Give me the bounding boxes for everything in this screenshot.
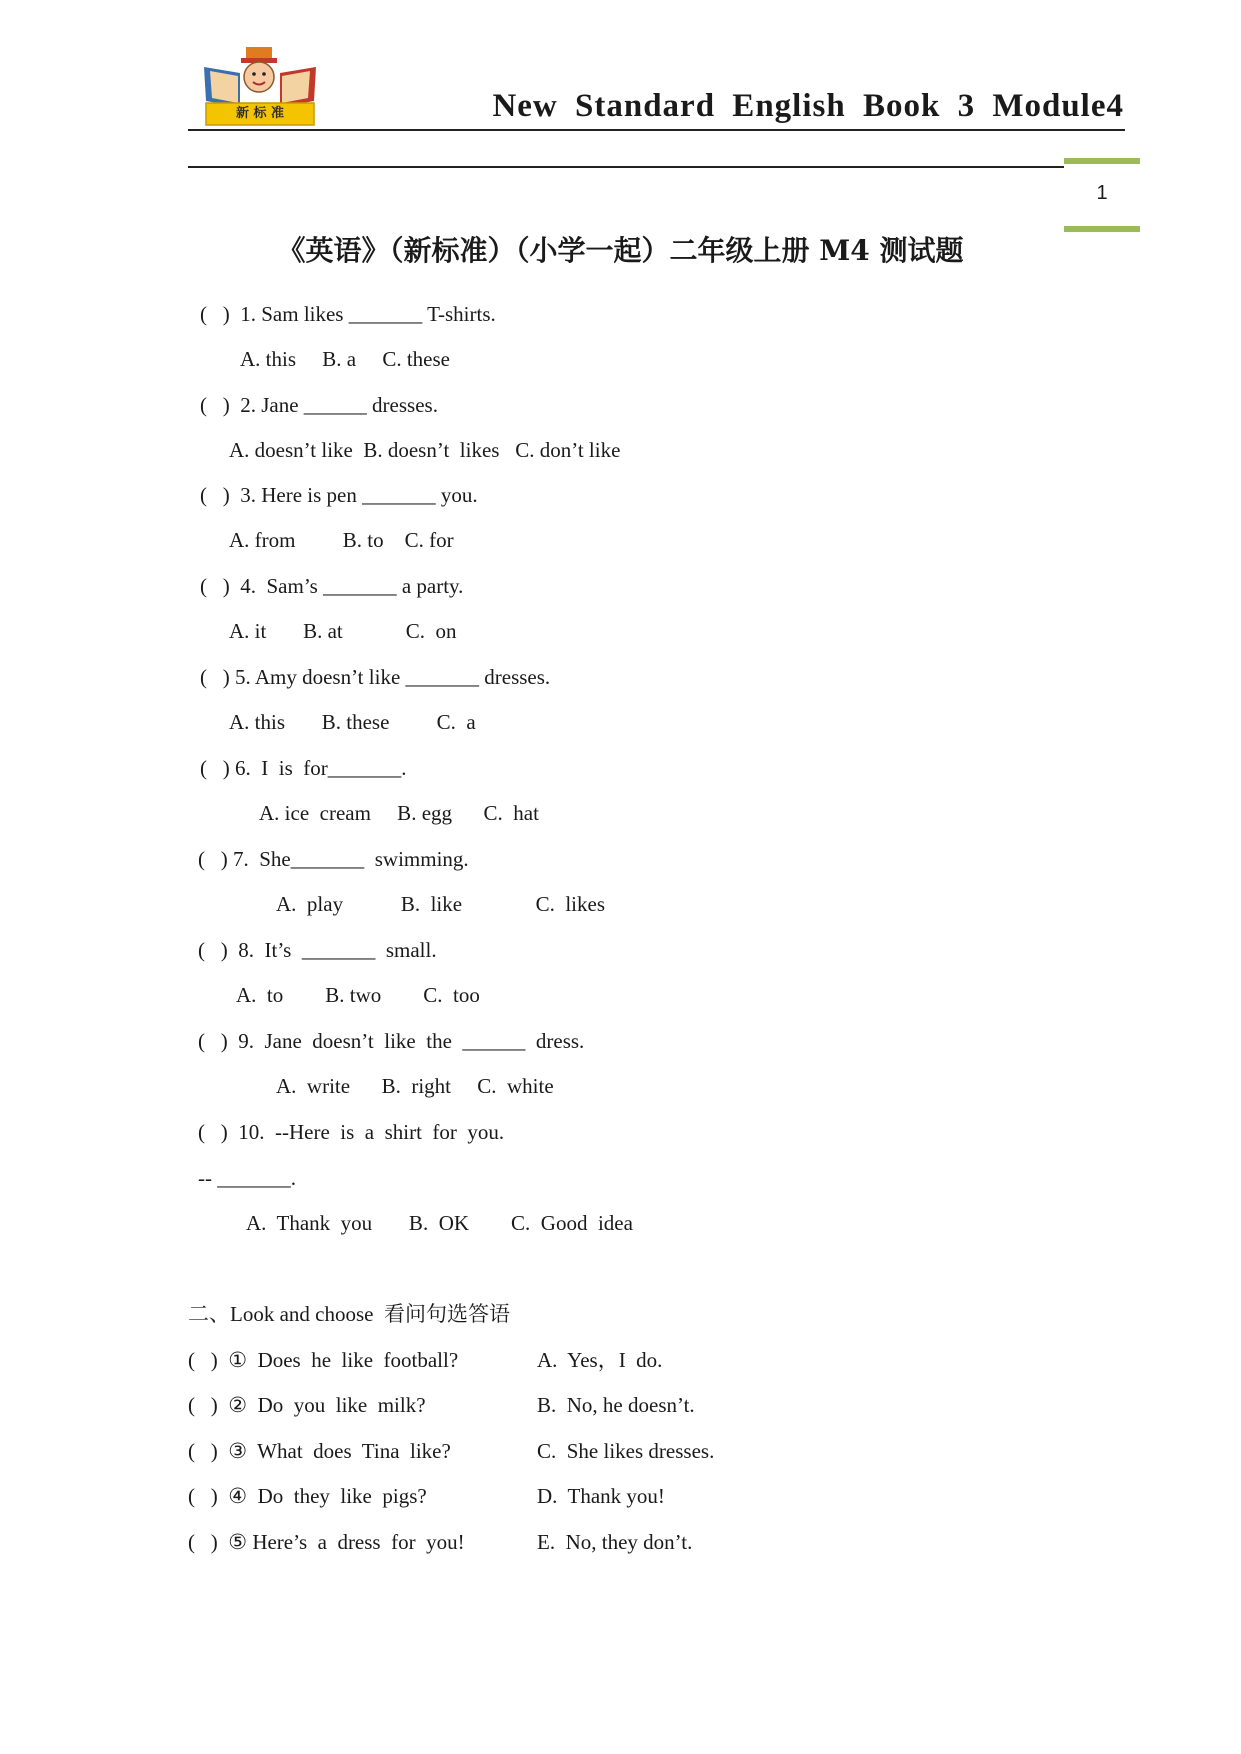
question-2-options: A. doesn’t like B. doesn’t likes C. don’t like (229, 438, 621, 462)
match-question-3: ( ) ③ What does Tina like? (188, 1439, 451, 1463)
question-4-options: A. it B. at C. on (229, 619, 457, 643)
question-2: ( ) 2. Jane ______ dresses. (200, 393, 438, 417)
page-number: 1 (1096, 182, 1108, 204)
match-question-4: ( ) ④ Do they like pigs? (188, 1484, 427, 1508)
header-title: New Standard English Book 3 Module4 (492, 88, 1124, 124)
question-7-options: A. play B. like C. likes (276, 892, 605, 916)
publisher-logo (200, 45, 320, 127)
question-10-options: A. Thank you B. OK C. Good idea (246, 1211, 633, 1235)
question-10: ( ) 10. --Here is a shirt for you. (198, 1120, 505, 1144)
match-answer-d: D. Thank you! (537, 1484, 665, 1508)
question-1-options: A. this B. a C. these (240, 347, 450, 371)
match-answer-c: C. She likes dresses. (537, 1439, 715, 1463)
match-answer-e: E. No, they don’t. (537, 1530, 693, 1554)
question-7: ( ) 7. She_______ swimming. (198, 847, 469, 871)
match-answer-a: A. Yes，I do. (537, 1348, 663, 1372)
question-9-options: A. write B. right C. white (276, 1074, 554, 1098)
match-question-1: ( ) ① Does he like football? (188, 1348, 459, 1372)
match-question-2: ( ) ② Do you like milk? (188, 1393, 426, 1417)
section-2-heading: 二、Look and choose 看问句选答语 (188, 1302, 510, 1326)
document-title: 《英语》（新标准）（小学一起）二年级上册 M4 测试题 (277, 234, 964, 267)
question-10-reply: -- _______. (198, 1166, 296, 1190)
question-3-options: A. from B. to C. for (229, 528, 454, 552)
match-answer-b: B. No, he doesn’t. (537, 1393, 695, 1417)
logo-text: 新 标 准 (235, 106, 285, 121)
question-5-options: A. this B. these C. a (229, 710, 476, 734)
question-6: ( ) 6. I is for_______. (200, 756, 407, 780)
question-8: ( ) 8. It’s _______ small. (198, 938, 437, 962)
question-1: ( ) 1. Sam likes _______ T-shirts. (200, 302, 496, 326)
question-6-options: A. ice cream B. egg C. hat (259, 801, 539, 825)
question-9: ( ) 9. Jane doesn’t like the ______ dress. (198, 1029, 585, 1053)
header-rule-secondary (188, 166, 1064, 168)
question-5: ( ) 5. Amy doesn’t like _______ dresses. (200, 665, 551, 689)
question-4: ( ) 4. Sam’s _______ a party. (200, 574, 464, 598)
header-rule (188, 129, 1125, 131)
question-8-options: A. to B. two C. too (236, 983, 480, 1007)
page-number-bar-top (1064, 158, 1140, 164)
question-3: ( ) 3. Here is pen _______ you. (200, 483, 478, 507)
match-question-5: ( ) ⑤ Here’s a dress for you! (188, 1530, 465, 1554)
